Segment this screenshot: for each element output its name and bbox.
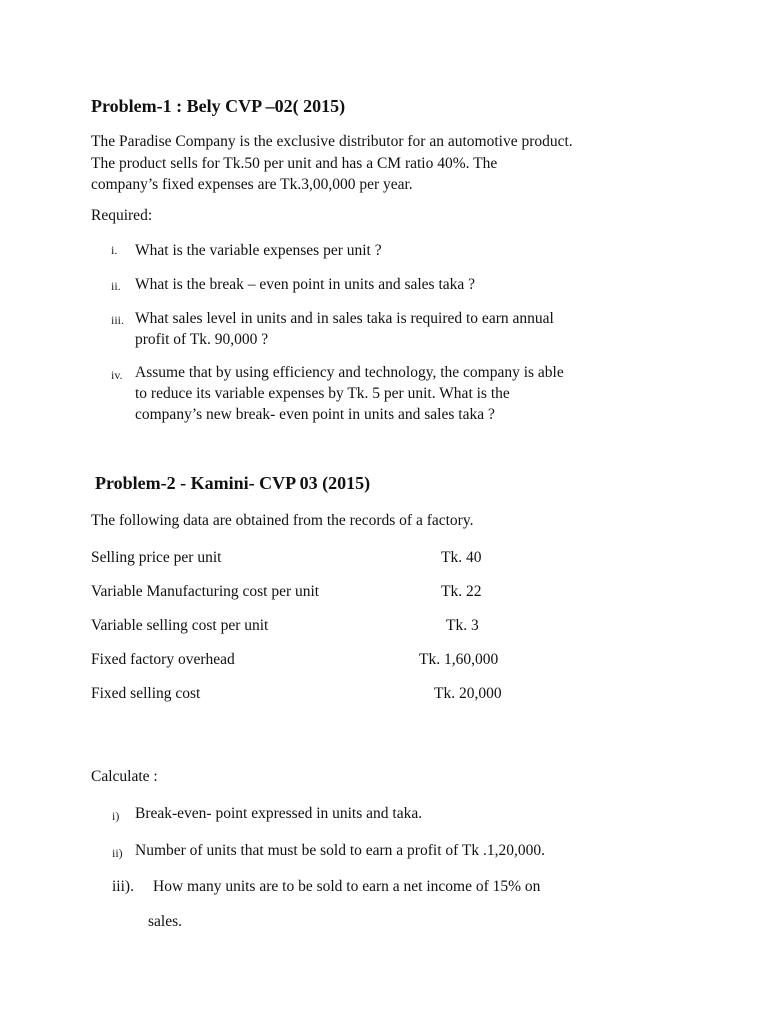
question-line: company’s new break- even point in units and sales taka ? [135,406,495,423]
task-3-continuation: sales. [148,913,183,930]
problem-2-heading: Problem-2 - Kamini- CVP 03 (2015) [95,473,371,493]
question-2 [135,274,475,295]
intro-line: The Paradise Company is the exclusive distributor for an automotive product. [91,133,573,150]
data-row-value: Tk. 40 [441,549,482,566]
question-4 [135,362,564,425]
question-line: What is the variable expenses per unit ? [135,242,382,259]
data-row-value: Tk. 3 [446,617,479,634]
question-number: ii. [111,279,121,293]
data-row-value: Tk. 20,000 [434,685,502,702]
data-row-value: Tk. 22 [441,583,482,600]
intro-line: company’s fixed expenses are Tk.3,00,000 per year. [91,176,413,193]
question-1 [135,240,382,261]
data-row-value: Tk. 1,60,000 [419,651,499,668]
data-row-label: Fixed factory overhead [91,651,235,668]
data-row-label: Variable Manufacturing cost per unit [91,583,320,600]
task-number: ii) [112,846,123,860]
task-1: Break-even- point expressed in units and taka. [135,805,423,822]
question-line: Assume that by using efficiency and technology, the company is able [135,364,564,381]
question-3 [135,308,554,350]
question-line: What is the break – even point in units and sales taka ? [135,276,476,293]
task-3: How many units are to be sold to earn a net income of 15% on [153,878,541,895]
question-line: to reduce its variable expenses by Tk. 5 per unit. What is the [135,385,510,402]
question-number: iii. [111,313,125,327]
question-number: iv. [111,368,123,382]
data-row-label: Fixed selling cost [91,685,201,702]
problem-2-intro: The following data are obtained from the records of a factory. [91,512,474,529]
data-row-label: Selling price per unit [91,549,222,566]
problem-1-intro [91,131,573,196]
problem-1-heading: Problem-1 : Bely CVP –02( 2015) [91,96,346,116]
task-2: Number of units that must be sold to earn a profit of Tk .1,20,000. [135,842,545,859]
data-row-label: Variable selling cost per unit [91,617,269,634]
required-label: Required: [91,207,153,224]
question-line: What sales level in units and in sales taka is required to earn annual [135,310,554,327]
question-line: profit of Tk. 90,000 ? [135,331,269,348]
calculate-label: Calculate : [91,768,158,785]
intro-line: The product sells for Tk.50 per unit and has a CM ratio 40%. The [91,154,498,172]
task-number: iii). [112,878,134,895]
question-number: i. [111,243,118,257]
task-number: i) [112,809,120,823]
